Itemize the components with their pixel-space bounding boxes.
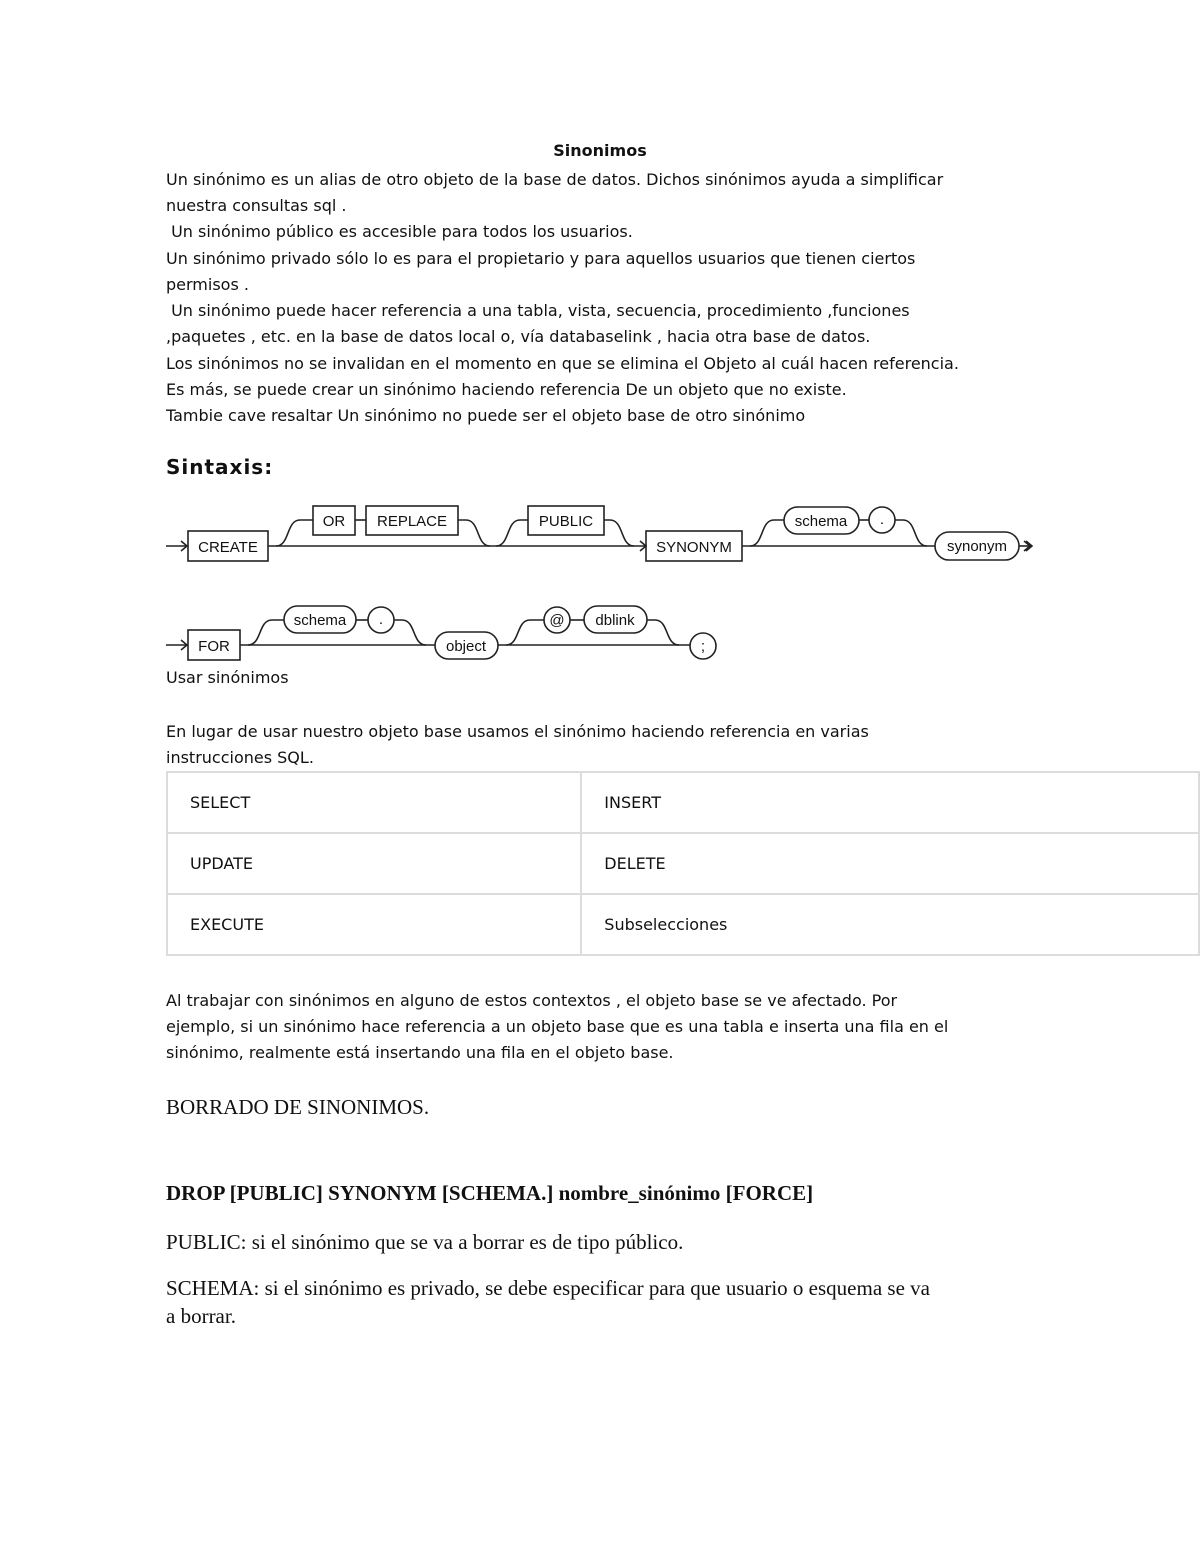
borrado-heading: BORRADO DE SINONIMOS. — [166, 1095, 430, 1119]
label-schema: schema — [293, 612, 347, 629]
label-synonym: synonym — [946, 538, 1008, 555]
diagram-line — [750, 520, 784, 546]
label-schema: schema — [794, 513, 848, 530]
intro-line: Un sinónimo privado sólo lo es para el propietario y para aquellos usuarios que tienen ciertos — [166, 249, 916, 268]
table-row — [167, 772, 1199, 833]
table-row — [167, 894, 1199, 955]
intro-line: Tambie cave resaltar Un sinónimo no puede ser el objeto base de otro sinónimo — [166, 406, 806, 425]
table-cell: SELECT — [167, 772, 581, 833]
contexts-table — [166, 771, 1200, 956]
diagram-line — [647, 620, 679, 645]
label-for: FOR — [198, 638, 230, 655]
label-synonym-keyword: SYNONYM — [656, 539, 732, 556]
label-dot: . — [879, 511, 885, 528]
affected-line: Al trabajar con sinónimos en alguno de estos contextos , el objeto base se ve afectado. Por — [166, 991, 898, 1010]
label-public: PUBLIC — [538, 513, 594, 530]
intro-line: Un sinónimo es un alias de otro objeto de la base de datos. Dichos sinónimos ayuda a simplificar — [166, 170, 944, 189]
diagram-line — [506, 620, 544, 645]
schema-description: a borrar. — [166, 1304, 236, 1328]
diagram-line — [496, 520, 528, 546]
diagram-line — [276, 520, 313, 546]
label-dblink: dblink — [595, 612, 635, 629]
schema-description: SCHEMA: si el sinónimo es privado, se debe especificar para que usuario o esquema se va — [166, 1276, 930, 1300]
table-cell: Subselecciones — [581, 894, 1199, 955]
label-create: CREATE — [198, 539, 258, 556]
affected-line: ejemplo, si un sinónimo hace referencia a un objeto base que es una tabla e inserta una fila en el — [166, 1017, 949, 1036]
intro-line: Un sinónimo puede hacer referencia a una tabla, vista, secuencia, procedimiento ,funciones — [166, 301, 910, 320]
usar-line: instrucciones SQL. — [166, 748, 314, 767]
label-object: object — [445, 638, 487, 655]
usar-heading: Usar sinónimos — [166, 668, 289, 687]
table-cell: EXECUTE — [167, 894, 581, 955]
table-row — [167, 833, 1199, 894]
intro-line: ,paquetes , etc. en la base de datos local o, vía databaselink , hacia otra base de datos. — [166, 327, 871, 346]
affected-line: sinónimo, realmente está insertando una fila en el objeto base. — [166, 1043, 674, 1062]
intro-line: nuestra consultas sql . — [166, 196, 347, 215]
intro-line: Es más, se puede crear un sinónimo haciendo referencia De un objeto que no existe. — [166, 380, 847, 399]
drop-syntax: DROP [PUBLIC] SYNONYM [SCHEMA.] nombre_sinónimo [FORCE] — [166, 1181, 814, 1205]
table-cell: INSERT — [581, 772, 1199, 833]
diagram-line — [248, 620, 284, 645]
label-replace: REPLACE — [376, 513, 448, 530]
diagram-line — [458, 520, 490, 546]
label-or: OR — [322, 513, 346, 530]
label-dot: . — [378, 611, 384, 628]
syntax-diagram — [0, 495, 1200, 670]
table-cell: UPDATE — [167, 833, 581, 894]
diagram-line — [394, 620, 426, 645]
label-at: @ — [549, 612, 565, 629]
public-description: PUBLIC: si el sinónimo que se va a borrar es de tipo público. — [166, 1230, 684, 1254]
label-semicolon: ; — [700, 638, 706, 655]
intro-line: Un sinónimo público es accesible para todos los usuarios. — [166, 222, 633, 241]
diagram-line — [895, 520, 927, 546]
intro-line: permisos . — [166, 275, 249, 294]
page-title: Sinonimos — [553, 141, 647, 160]
intro-line: Los sinónimos no se invalidan en el momento en que se elimina el Objeto al cuál hacen referencia. — [166, 354, 959, 373]
diagram-line — [604, 520, 634, 546]
usar-line: En lugar de usar nuestro objeto base usamos el sinónimo haciendo referencia en varias — [166, 722, 869, 741]
syntax-heading: Sintaxis: — [166, 455, 274, 479]
table-cell: DELETE — [581, 833, 1199, 894]
